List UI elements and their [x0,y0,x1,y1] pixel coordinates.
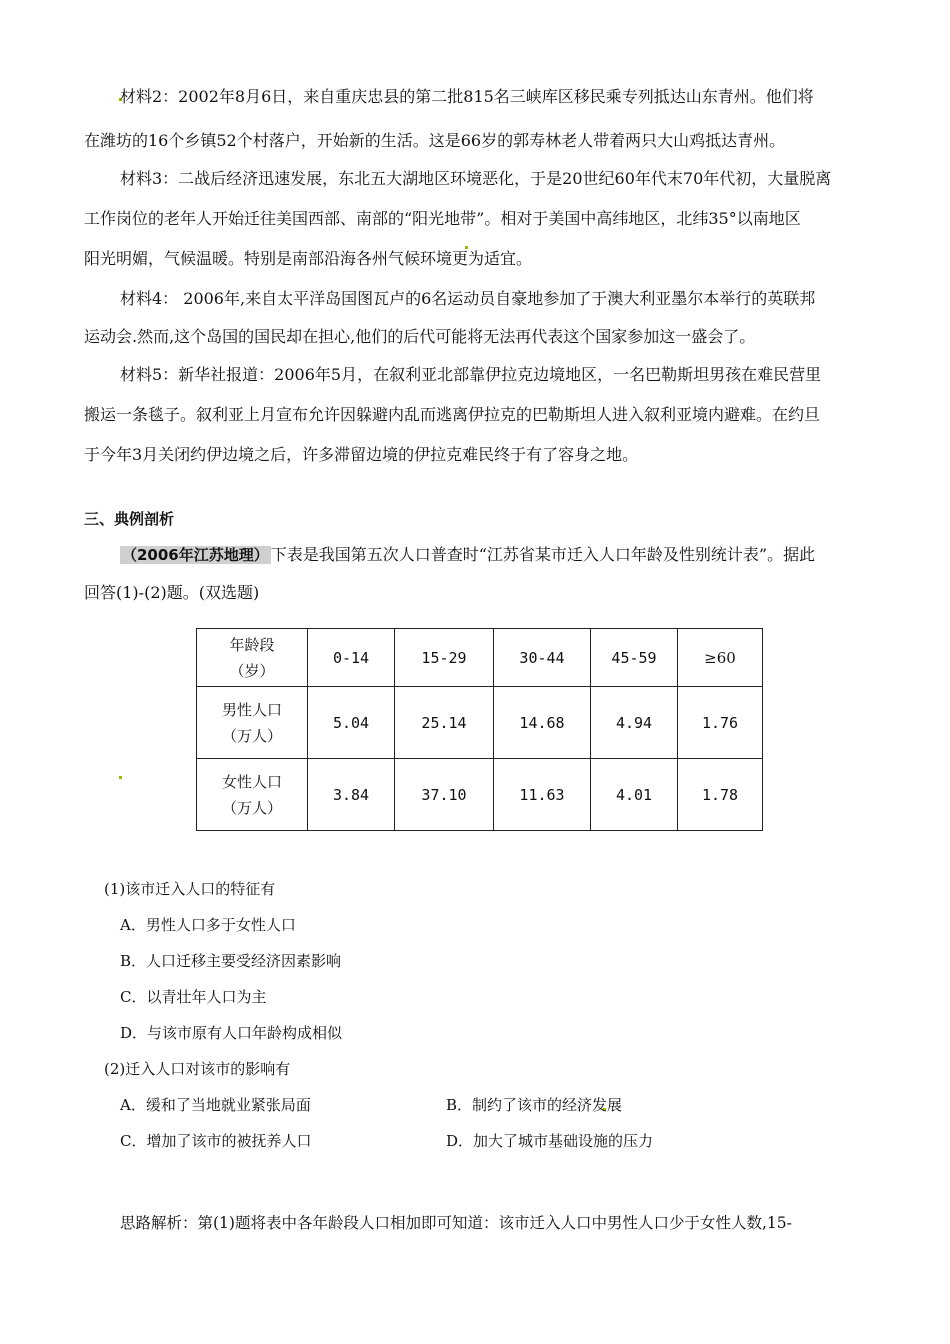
row-label-line-2: （万人） [221,726,282,745]
table-row [197,759,763,831]
age-group-cell: 45-59 [591,629,678,687]
question-1-option-b: B．人口迁移主要受经济因素影响 [120,952,342,970]
row-label-line-1: 女性人口 [221,772,282,791]
row-label-cell [197,759,308,831]
value-cell: 25.14 [395,687,494,759]
question-1-option-d: D．与该市原有人口年龄构成相似 [120,1024,343,1042]
material-5-line-1: 材料5：新华社报道：2006年5月，在叙利亚北部靠伊拉克边境地区，一名巴勒斯坦男孩在难民营里 [120,365,822,384]
value-cell: 4.94 [591,687,678,759]
annotation-mark [119,776,122,779]
material-3-line-3: 阳光明媚，气候温暖。特别是南部沿海各州气候环境更为适宜。 [84,249,533,268]
age-group-cell: 15-29 [395,629,494,687]
age-group-cell: 30-44 [494,629,591,687]
question-1-stem: (1)该市迁入人口的特征有 [104,880,276,898]
example-intro-line-2: 回答(1)-(2)题。(双选题) [84,583,260,602]
question-1-option-c: C．以青壮年人口为主 [120,988,267,1006]
table-row [197,687,763,759]
material-3-line-1: 材料3：二战后经济迅速发展，东北五大湖地区环境恶化，于是20世纪60年代末70年代初，大量脱离 [120,169,832,188]
question-2-option-a: A．缓和了当地就业紧张局面 [120,1096,311,1114]
value-cell: 4.01 [591,759,678,831]
question-2-option-d: D．加大了城市基础设施的压力 [446,1132,654,1150]
question-2-option-c: C．增加了该市的被抚养人口 [120,1132,312,1150]
age-group-cell: ≥60 [678,629,763,687]
value-cell: 14.68 [494,687,591,759]
header-label-cell [197,629,308,687]
header-label-line-2: （岁） [229,661,275,680]
table-header-row [197,629,763,687]
question-1-option-a: A．男性人口多于女性人口 [120,916,296,934]
intro-text: 下表是我国第五次人口普查时“江苏省某市迁入人口年龄及性别统计表”。据此 [270,545,816,564]
question-2-option-b: B．制约了该市的经济发展 [446,1096,623,1114]
material-2-line-2: 在潍坊的16个乡镇52个村落户，开始新的生活。这是66岁的郭寿林老人带着两只大山鸡抵达青州。 [84,131,786,150]
row-label-cell [197,687,308,759]
header-label-line-1: 年龄段 [229,635,275,654]
value-cell: 1.78 [678,759,763,831]
value-cell: 3.84 [308,759,395,831]
row-label-line-1: 男性人口 [221,700,282,719]
example-intro-line-1 [120,544,815,566]
row-label-line-2: （万人） [221,798,282,817]
value-cell: 37.10 [395,759,494,831]
material-3-line-2: 工作岗位的老年人开始迁往美国西部、南部的“阳光地带”。相对于美国中高纬地区，北纬35°以南地区 [84,209,801,228]
age-group-cell: 0-14 [308,629,395,687]
value-cell: 1.76 [678,687,763,759]
value-cell: 11.63 [494,759,591,831]
material-4-line-1: 材料4： 2006年,来自太平洋岛国图瓦卢的6名运动员自豪地参加了于澳大利亚墨尔本举行的英联邦 [120,289,816,308]
section-heading: 三、典例剖析 [84,510,175,528]
material-5-line-2: 搬运一条毯子。叙利亚上月宣布允许因躲避内乱而逃离伊拉克的巴勒斯坦人进入叙利亚境内避难。在约旦 [84,405,821,424]
population-table [196,628,763,831]
value-cell: 5.04 [308,687,395,759]
material-2-line-1: 材料2：2002年8月6日，来自重庆忠县的第二批815名三峡库区移民乘专列抵达山东青州。他们将 [120,87,814,106]
material-4-line-2: 运动会.然而,这个岛国的国民却在担心,他们的后代可能将无法再代表这个国家参加这一盛会了。 [84,327,756,346]
question-2-stem: (2)迁入人口对该市的影响有 [104,1060,291,1078]
material-5-line-3: 于今年3月关闭约伊边境之后，许多滞留边境的伊拉克难民终于有了容身之地。 [84,445,639,464]
analysis-line-1: 思路解析：第(1)题将表中各年龄段人口相加即可知道：该市迁入人口中男性人口少于女性人数,15- [120,1214,792,1232]
source-tag: （2006年江苏地理） [122,546,269,564]
